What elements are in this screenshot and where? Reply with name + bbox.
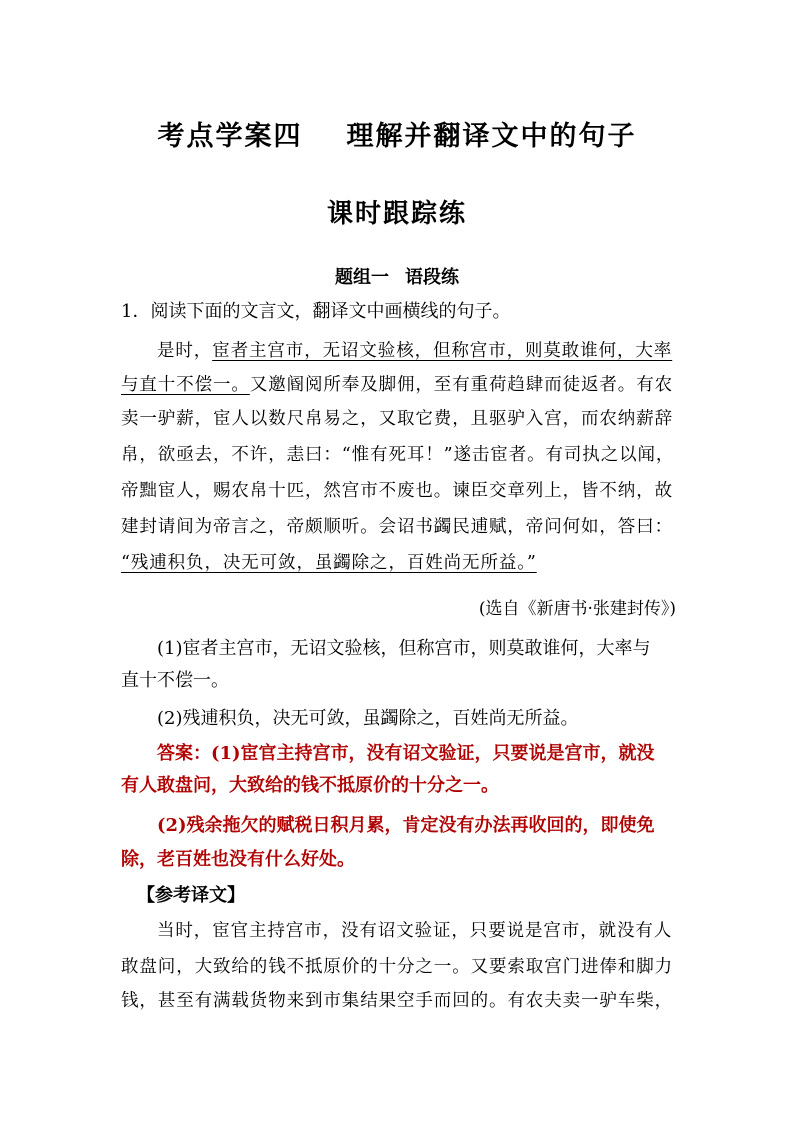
section-heading <box>0 263 794 289</box>
passage-line-2-rest: 又邀阍阅所奉及脚佣，至有重荷趋肆而徒返者。有农 <box>249 375 674 395</box>
underlined-sentence-2: “残逋积负，决无可敛，虽蠲除之，百姓尚无所益。” <box>121 553 537 573</box>
passage-line-3: 卖一驴薪，宦人以数尺帛易之，又取它费，且驱驴入宫，而农纳薪辞 <box>121 409 673 429</box>
underlined-sentence-1b: 与直十不偿一。 <box>121 375 250 395</box>
question-prompt: 1．阅读下面的文言文，翻译文中画横线的句子。 <box>121 301 511 322</box>
sentence-2: (2)残逋积负，决无可敛，虽蠲除之，百姓尚无所益。 <box>157 708 579 729</box>
section-heading-a: 题组一 <box>335 267 389 288</box>
answer-colon: ： <box>193 743 211 764</box>
sentence-1-line-2: 直十不偿一。 <box>121 670 229 691</box>
answer-line-1 <box>121 739 676 765</box>
sentence-1-line-1: (1)宦者主宫市，无诏文验核，但称宫市，则莫敢谁何，大率与 <box>157 638 651 659</box>
passage-source: (选自《新唐书·张建封传》) <box>478 599 676 619</box>
answer-2a: (2)残余拖欠的赋税日积月累，肯定没有办法再收回的，即使免 <box>157 815 655 836</box>
passage-line-5: 帝黜宦人，赐农帛十匹，然宫市不废也。谏臣交章列上，皆不纳，故 <box>121 481 673 501</box>
answer-label: 答案 <box>157 743 193 764</box>
document-subtitle: 课时跟踪练 <box>326 199 467 229</box>
translation-heading: 【参考译文】 <box>137 885 245 906</box>
answer-1a: (1)宦官主持宫市，没有诏文验证，只要说是宫市，就没 <box>211 743 655 764</box>
underlined-sentence-1a: 宦者主宫市，无诏文验核，但称宫市，则莫敢谁何，大率 <box>212 341 673 361</box>
passage-line-4: 帛，欲亟去，不许，恚曰：“惟有死耳！”遂击宦者。有司执之以闻， <box>121 445 675 465</box>
passage-line-1-lead: 是时， <box>157 341 213 361</box>
passage-line-1 <box>121 337 676 362</box>
translation-line-2: 敢盘问，大致给的钱不抵原价的十分之一。又要索取宫门进俸和脚力 <box>121 957 673 977</box>
title-part-a: 考点学案四 <box>157 121 303 152</box>
title-part-b: 理解并翻译文中的句子 <box>346 121 637 152</box>
passage-line-6: 建封请间为帝言之，帝颇顺听。会诏书蠲民逋赋，帝问何如，答曰： <box>121 517 673 537</box>
answer-2b: 除，老百姓也没有什么好处。 <box>121 849 355 870</box>
translation-line-3: 钱，甚至有满载货物来到市集结果空手而回的。有农夫卖一驴车柴， <box>121 991 673 1011</box>
passage-line-7 <box>121 549 676 574</box>
section-heading-b: 语段练 <box>405 267 459 288</box>
passage-line-2 <box>121 371 676 396</box>
answer-1b: 有人敢盘问，大致给的钱不抵原价的十分之一。 <box>121 775 499 796</box>
translation-line-1: 当时，宦官主持宫市，没有诏文验证，只要说是宫市，就没有人 <box>157 921 673 941</box>
document-title <box>0 114 794 153</box>
